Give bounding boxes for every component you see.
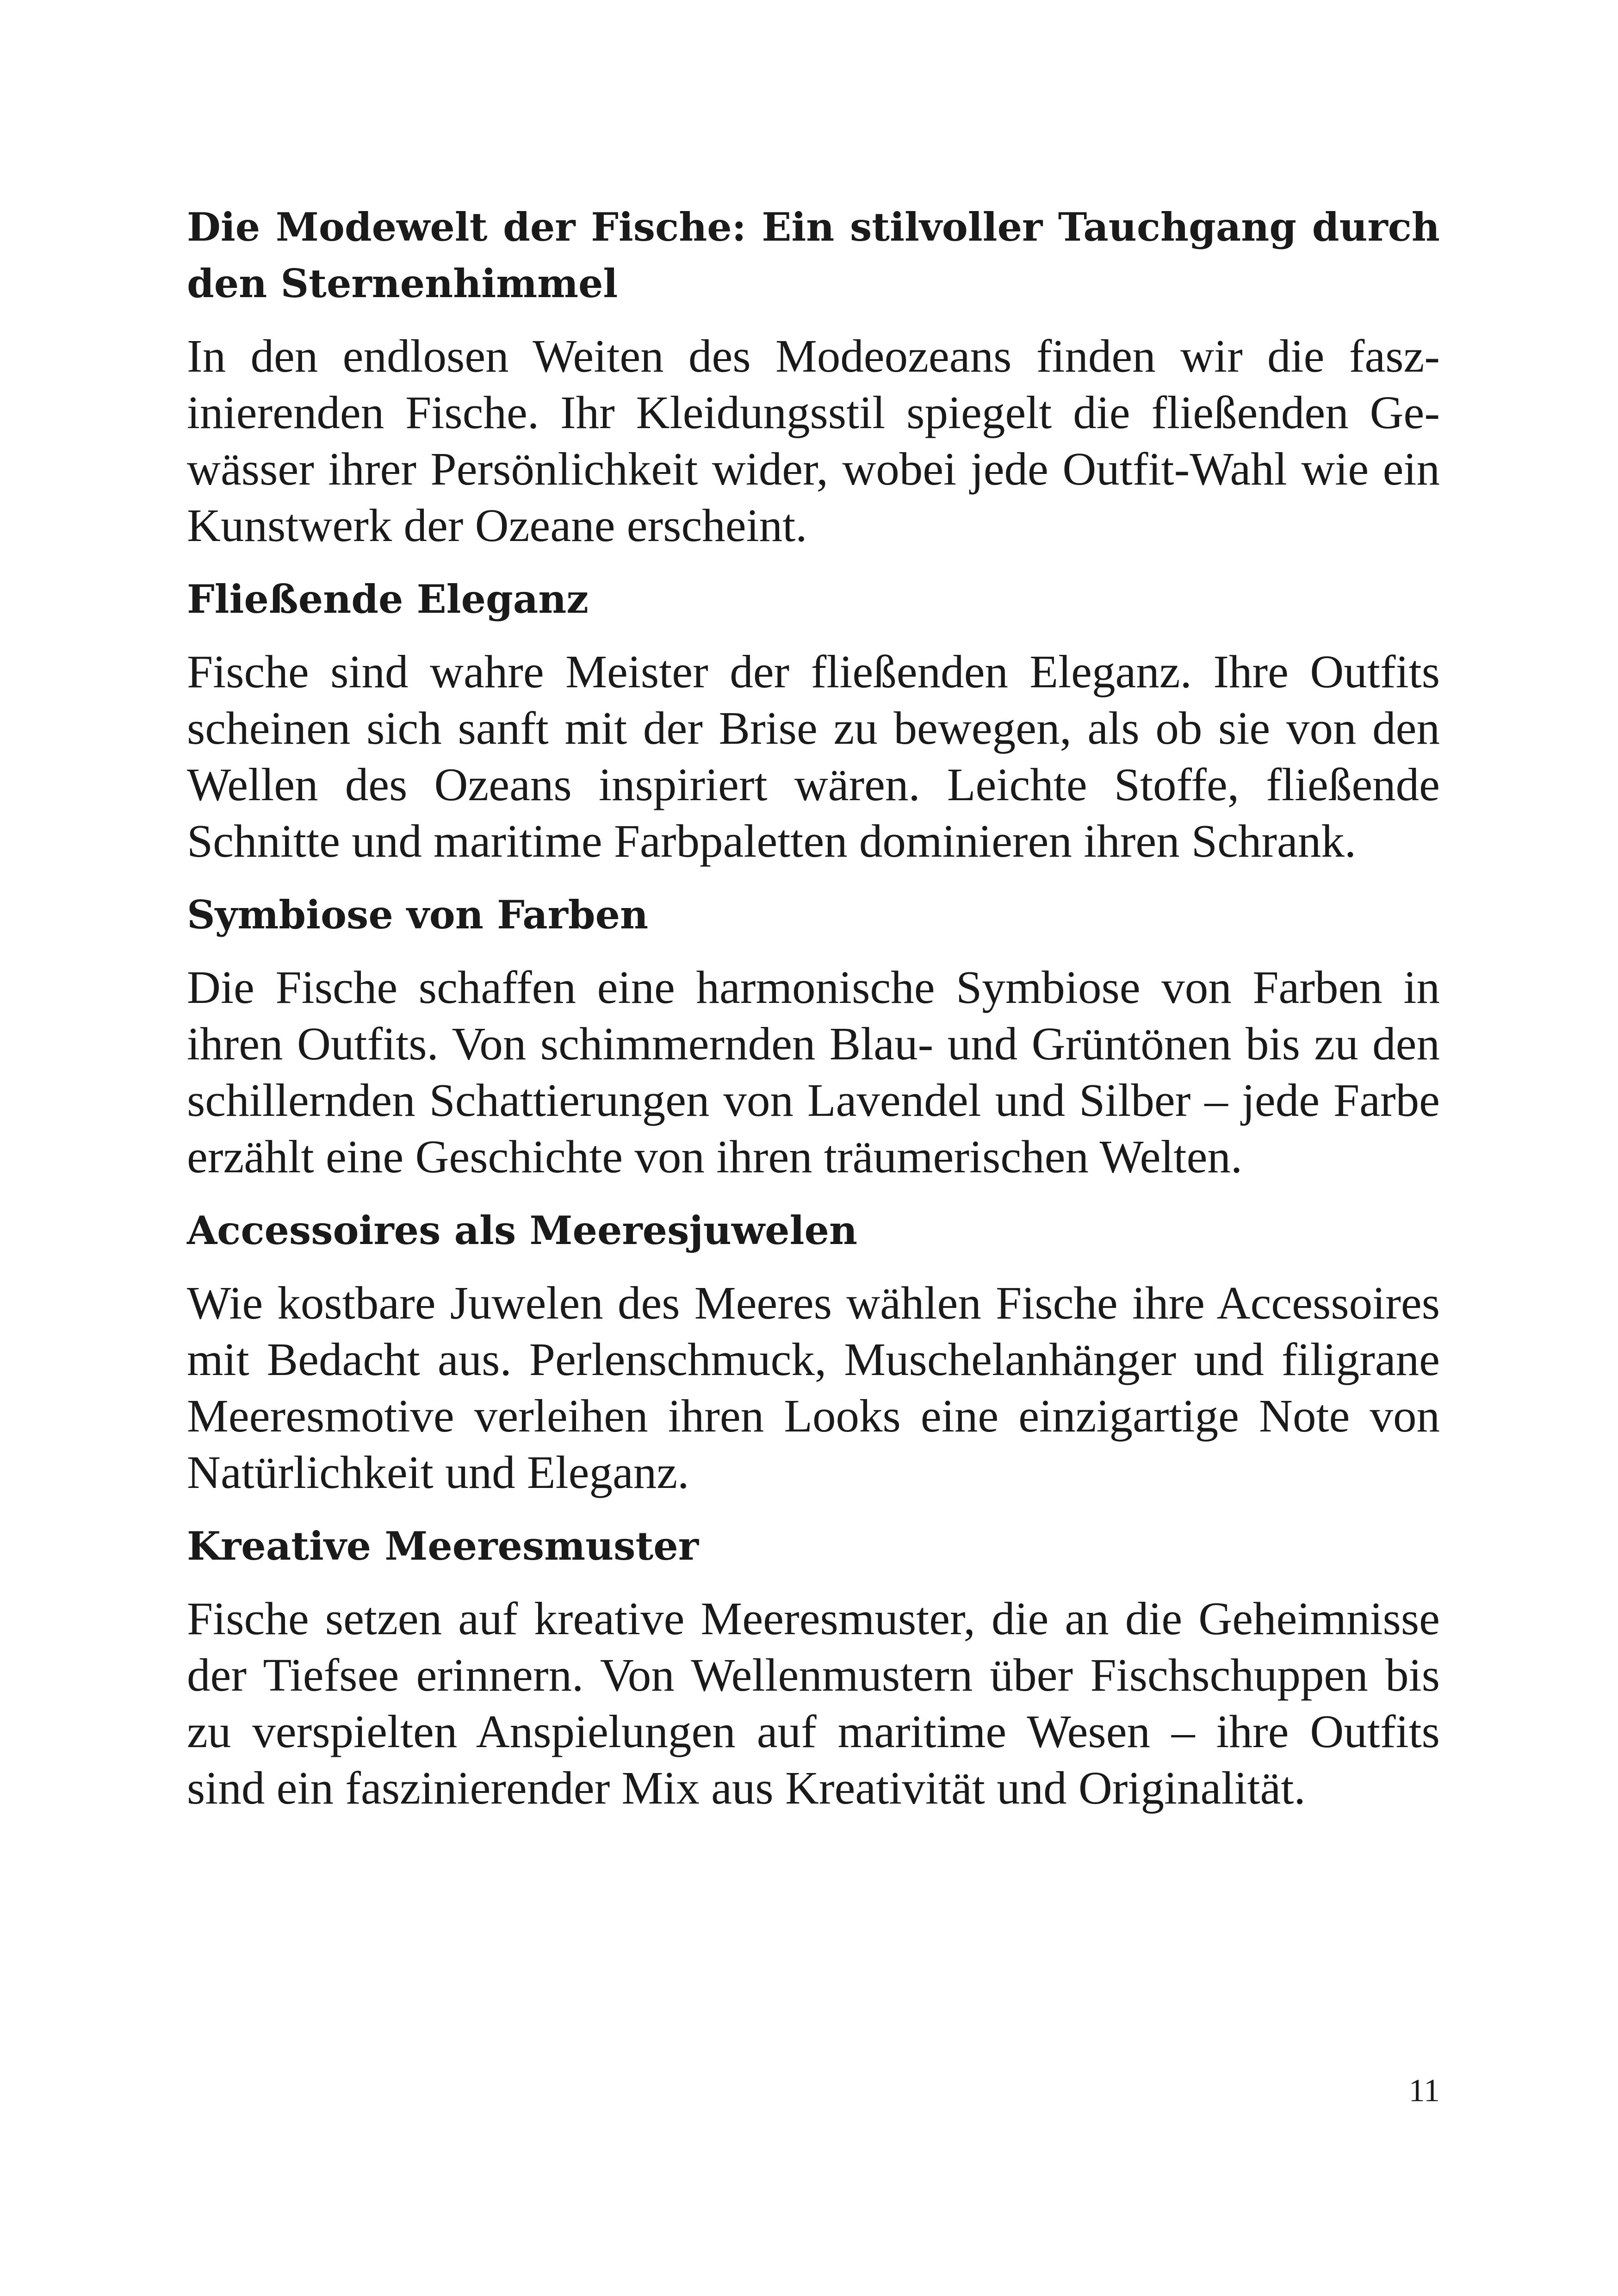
section-heading-4: Accessoires als Meeresjuwelen	[187, 1207, 858, 1253]
section-heading-5: Kreative Meeresmuster	[187, 1523, 699, 1569]
section-paragraph-1: In den endlosen Weiten des Modeozeans finden wir die faszinierenden Fische. Ihr Kleidungsstil spiegelt die fließenden Gewässer ihrer Persönlichkeit wider, wobei jede Outfit-Wahl wie ein Kunstwerk der Ozeane erscheint.	[187, 330, 1440, 551]
section-paragraph-3: Die Fische schaffen eine harmonische Symbiose von Farben in ihren Outfits. Von schimmernden Blau- und Grüntönen bis zu den schillernden Schattierungen von Lavendel und Silber – jede Farbe erzählt eine Geschichte von ihren träumerischen Welten.	[187, 961, 1440, 1182]
section-heading-3: Symbiose von Farben	[187, 892, 649, 938]
section-heading-1: Die Modewelt der Fische: Ein stilvoller Tauchgang durch den Sternenhimmel	[187, 204, 1440, 306]
section-paragraph-4: Wie kostbare Juwelen des Meeres wählen Fische ihre Accessoires mit Bedacht aus. Perlenschmuck, Muschelanhänger und filigrane Meeresmotive verleihen ihren Looks eine einzigartige Note von Natürlichkeit und Eleganz.	[187, 1277, 1440, 1498]
page-content	[187, 199, 1440, 1816]
section-paragraph-2: Fische sind wahre Meister der fließenden Eleganz. Ihre Outfits scheinen sich sanft mit der Brise zu bewegen, als ob sie von den Wellen des Ozeans inspiriert wären. Leichte Stoffe, fließende Schnitte und maritime Farbpaletten dominieren ihren Schrank.	[187, 646, 1440, 867]
section-heading-2: Fließende Eleganz	[187, 576, 589, 622]
page-number: 11	[1408, 2073, 1440, 2109]
section-paragraph-5: Fische setzen auf kreative Meeresmuster, die an die Geheimnisse der Tiefsee erinnern. Von Wellenmustern über Fischschuppen bis zu verspielten Anspielungen auf maritime Wesen – ihre Outfits sind ein faszinierender Mix aus Kreativität und Originalität.	[187, 1593, 1440, 1814]
